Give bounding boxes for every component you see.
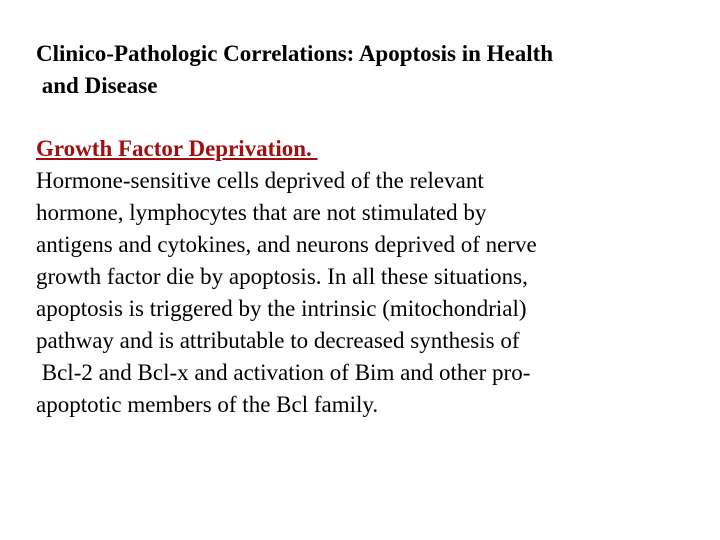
paragraph-line-8: apoptotic members of the Bcl family. [36,392,379,417]
body-paragraph [36,165,706,421]
paragraph-line-6: pathway and is attributable to decreased synthesis of [36,328,520,353]
title-line-1: Clinico-Pathologic Correlations: Apoptosis in Health [36,41,554,66]
paragraph-line-3: antigens and cytokines, and neurons deprived of nerve [36,232,537,257]
paragraph-line-7: Bcl-2 and Bcl-x and activation of Bim and other pro- [36,360,531,385]
paragraph-line-1: Hormone-sensitive cells deprived of the relevant [36,168,484,193]
paragraph-line-4: growth factor die by apoptosis. In all these situations, [36,264,528,289]
title-line-2: and Disease [36,73,158,98]
slide-title [36,38,696,102]
subheading: Growth Factor Deprivation. [36,136,318,161]
slide-body [36,133,706,421]
paragraph-line-2: hormone, lymphocytes that are not stimulated by [36,200,487,225]
paragraph-line-5: apoptosis is triggered by the intrinsic (mitochondrial) [36,296,527,321]
